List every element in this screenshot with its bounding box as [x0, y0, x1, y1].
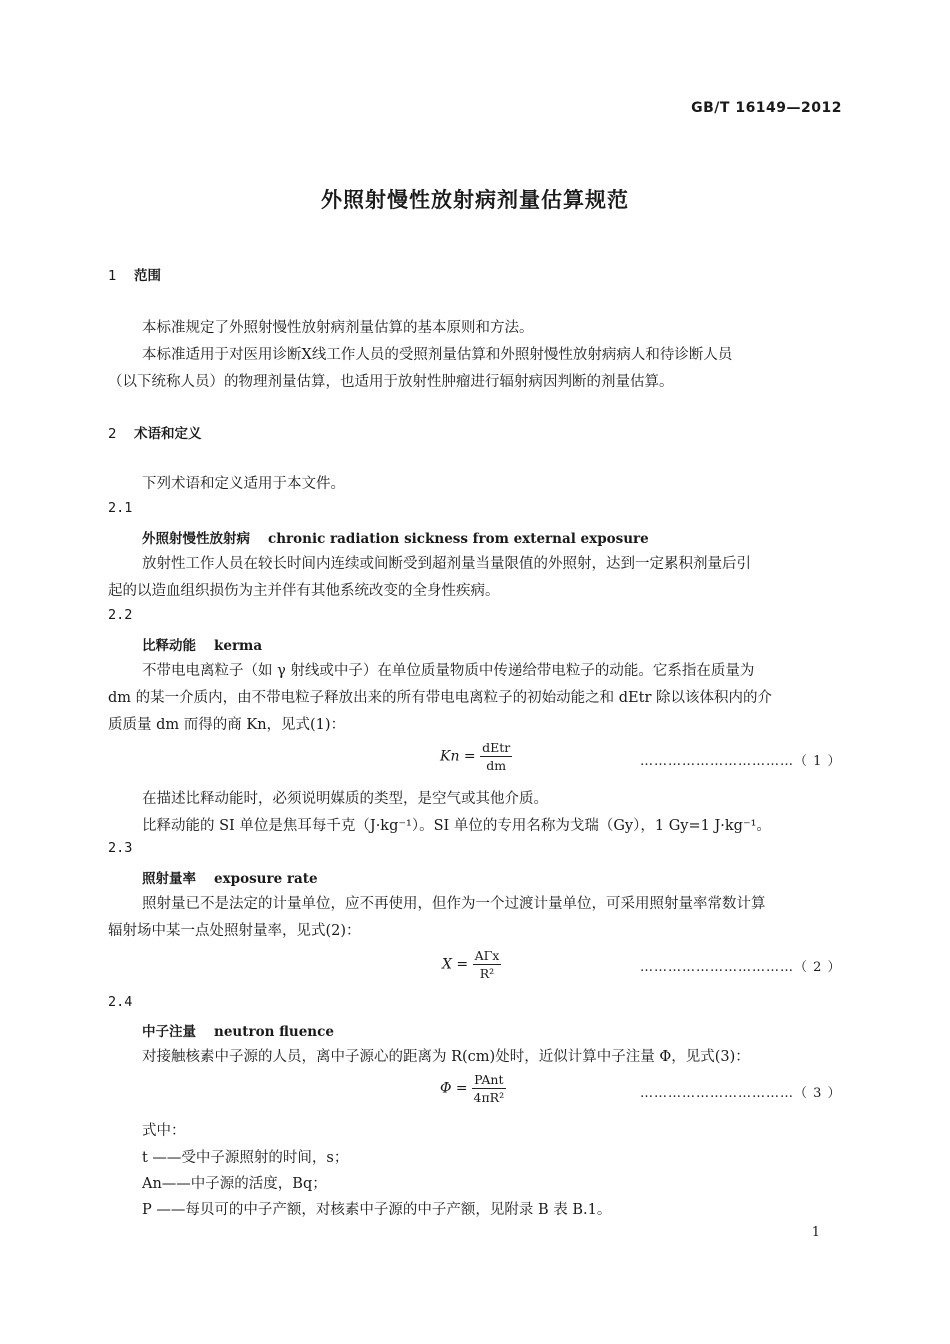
section-1-title: 范围	[134, 268, 161, 284]
scope-paragraph-2-line-2: （以下统称人员）的物理剂量估算，也适用于放射性肿瘤进行辐射病因判断的剂量估算。	[108, 374, 674, 390]
section-2-number: 2	[108, 426, 117, 442]
scope-paragraph-2-line-1: 本标准适用于对医用诊断X线工作人员的受照剂量估算和外照射慢性放射病病人和待诊断人员	[142, 347, 733, 363]
term-2-1-zh: 外照射慢性放射病	[142, 531, 250, 547]
equation-3-fraction	[472, 1072, 505, 1105]
equation-3	[440, 1072, 506, 1105]
equation-1-denominator: dm	[486, 758, 507, 773]
equation-3-label: ……………………………（ 3 ）	[640, 1086, 842, 1101]
term-2-4-title	[142, 1020, 334, 1040]
term-2-2-number: 2.2	[108, 607, 133, 623]
equation-1-label: ……………………………（ 1 ）	[640, 754, 842, 769]
term-2-2-zh: 比释动能	[142, 638, 196, 654]
term-2-1-en: chronic radiation sickness from external exposure	[268, 531, 649, 547]
variable-t: t ——受中子源照射的时间，s；	[142, 1150, 349, 1166]
term-2-3-en: exposure rate	[214, 871, 318, 887]
variable-p: P ——每贝可的中子产额，对核素中子源的中子产额，见附录 B 表 B.1。	[142, 1202, 612, 1218]
equation-1-lhs: Kn =	[440, 748, 476, 765]
equation-2-label: ……………………………（ 2 ）	[640, 960, 842, 975]
term-2-1-definition-line-2: 起的以造血组织损伤为主并伴有其他系统改变的全身性疾病。	[108, 583, 500, 599]
term-2-4-number: 2.4	[108, 994, 133, 1010]
term-2-2-en: kerma	[214, 638, 263, 654]
term-2-4-zh: 中子注量	[142, 1024, 196, 1040]
equation-2-numerator: AΓx	[474, 948, 500, 963]
term-2-1-title	[142, 527, 649, 547]
term-2-1-number: 2.1	[108, 500, 133, 516]
standard-number: GB/T 16149—2012	[691, 100, 842, 116]
page-title: 外照射慢性放射病剂量估算规范	[321, 188, 629, 212]
variable-an: An——中子源的活度，Bq；	[142, 1176, 327, 1192]
term-2-4-en: neutron fluence	[214, 1024, 334, 1040]
term-2-2-definition-line-3: 质质量 dm 而得的商 Kn，见式(1)：	[108, 717, 346, 733]
term-2-3-definition-line-1: 照射量已不是法定的计量单位，应不再使用，但作为一个过渡计量单位，可采用照射量率常数计算	[142, 896, 766, 912]
equation-1	[440, 740, 512, 773]
where-label: 式中：	[142, 1123, 186, 1139]
term-2-3-zh: 照射量率	[142, 871, 196, 887]
term-2-2-title	[142, 634, 262, 654]
section-1-number: 1	[108, 268, 117, 284]
equation-1-numerator: dEtr	[482, 740, 511, 755]
term-2-3-title	[142, 867, 318, 887]
term-2-4-definition: 对接触核素中子源的人员，离中子源心的距离为 R(cm)处时，近似计算中子注量 Φ，见式(3)：	[142, 1049, 750, 1065]
section-2-heading	[108, 422, 202, 442]
term-2-1-definition-line-1: 放射性工作人员在较长时间内连续或间断受到超剂量当量限值的外照射，达到一定累积剂量后引	[142, 556, 751, 572]
section-2-title: 术语和定义	[134, 426, 202, 442]
term-2-3-definition-line-2: 辐射场中某一点处照射量率，见式(2)：	[108, 923, 361, 939]
equation-1-fraction	[480, 740, 512, 773]
term-2-2-definition-line-1: 不带电电离粒子（如 γ 射线或中子）在单位质量物质中传递给带电粒子的动能。它系指在质量为	[142, 663, 755, 679]
scope-paragraph-1: 本标准规定了外照射慢性放射病剂量估算的基本原则和方法。	[142, 320, 534, 336]
section-1-heading	[108, 264, 161, 284]
term-2-3-number: 2.3	[108, 840, 133, 856]
equation-3-lhs: Φ =	[440, 1080, 468, 1097]
term-2-2-definition-line-2: dm 的某一介质内，由不带电粒子释放出来的所有带电电离粒子的初始动能之和 dEtr 除以该体积内的介	[108, 690, 772, 706]
equation-2	[442, 948, 501, 981]
kerma-note-1: 在描述比释动能时，必须说明媒质的类型，是空气或其他介质。	[142, 791, 548, 807]
equation-3-denominator: 4πR²	[473, 1090, 505, 1105]
kerma-note-2: 比释动能的 SI 单位是焦耳每千克（J·kg⁻¹）。SI 单位的专用名称为戈瑞（Gy），1 Gy=1 J·kg⁻¹。	[142, 818, 771, 834]
equation-3-numerator: PAnt	[474, 1072, 504, 1087]
terms-intro: 下列术语和定义适用于本文件。	[142, 476, 345, 492]
page-number: 1	[811, 1225, 820, 1240]
equation-2-fraction	[473, 948, 502, 981]
equation-2-denominator: R²	[479, 966, 495, 981]
equation-2-lhs: X =	[442, 956, 469, 973]
